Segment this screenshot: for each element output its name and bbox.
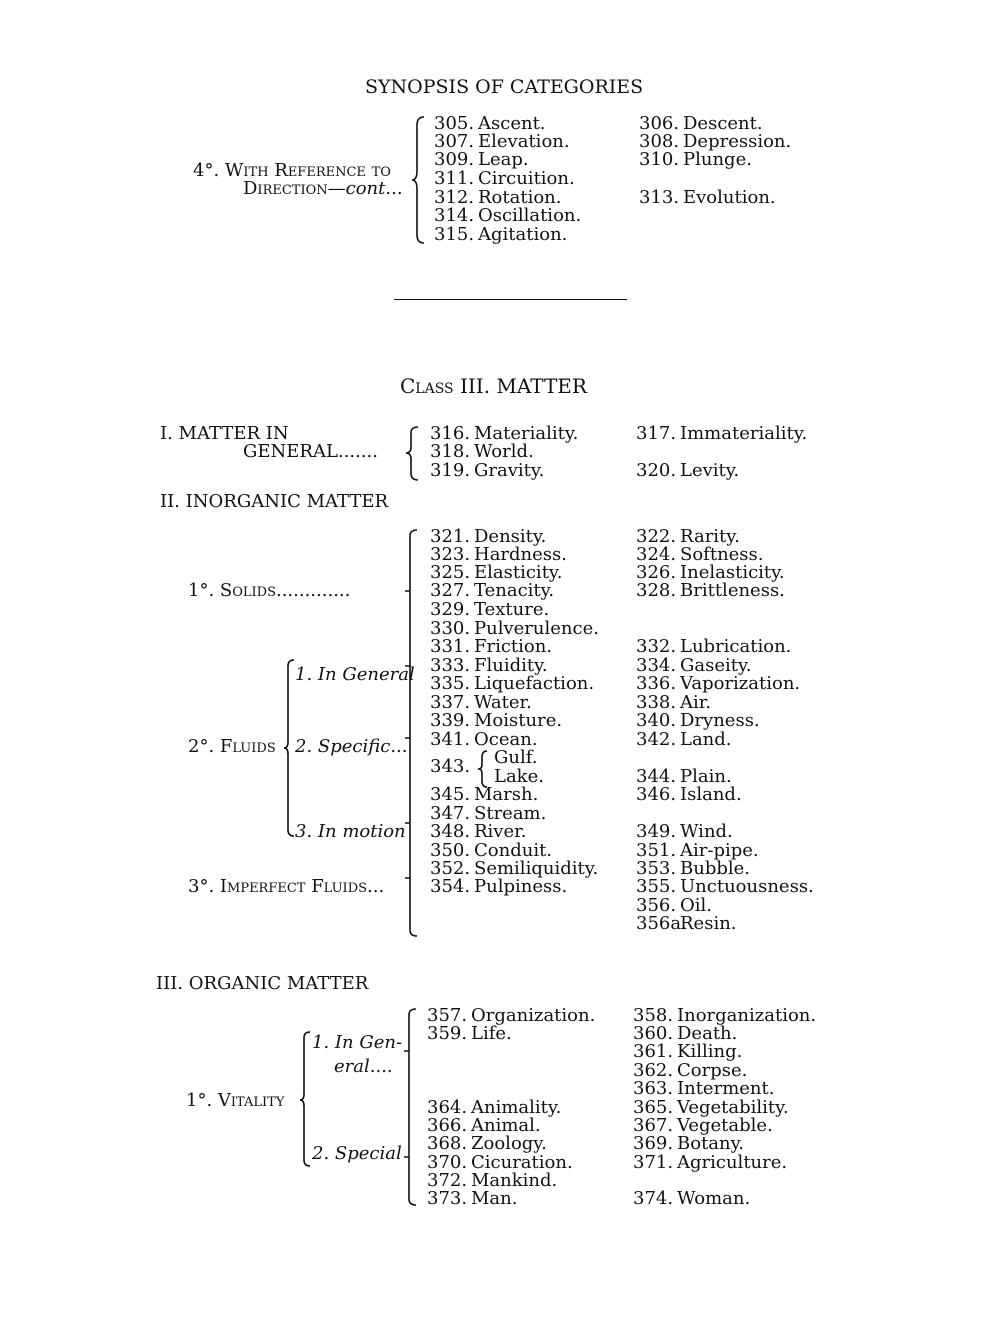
entry-308: 308. Depression.: [639, 131, 792, 152]
entry-321: 321. Density.: [430, 526, 547, 547]
class-title: Class III. MATTER: [400, 374, 587, 398]
vitality-brace: [300, 1030, 312, 1170]
entry-312: 312. Rotation.: [434, 187, 562, 208]
fluids-specific-label: 2. Specific...: [295, 736, 408, 757]
vitality-label: 1°. Vitality: [186, 1090, 285, 1111]
entry-311: 311. Circuition.: [434, 168, 575, 189]
entry-373: 373. Man.: [427, 1188, 518, 1209]
entry-316: 316. Materiality.: [430, 423, 579, 444]
imperfect-fluids-label: 3°. Imperfect Fluids...: [188, 876, 385, 897]
entry-353: 353. Bubble.: [636, 858, 750, 879]
entry-327: 327. Tenacity.: [430, 580, 555, 601]
entry-352: 352. Semiliquidity.: [430, 858, 599, 879]
vitality-general-line2: eral....: [334, 1056, 393, 1077]
entry-319: 319. Gravity.: [430, 460, 545, 481]
entry-317: 317. Immateriality.: [636, 423, 808, 444]
entry-341: 341. Ocean.: [430, 729, 538, 750]
entry-324: 324. Softness.: [636, 544, 764, 565]
entry-325: 325. Elasticity.: [430, 562, 563, 583]
entry-315: 315. Agitation.: [434, 224, 568, 245]
entry-347: 347. Stream.: [430, 803, 547, 824]
entry-323: 323. Hardness.: [430, 544, 567, 565]
entry-372: 372. Mankind.: [427, 1170, 558, 1191]
entry-346: 346. Island.: [636, 784, 742, 805]
direction-brace: [412, 115, 428, 245]
entry-334: 334. Gaseity.: [636, 655, 752, 676]
entry-310: 310. Plunge.: [639, 149, 752, 170]
entry-357: 357. Organization.: [427, 1005, 596, 1026]
entry-313: 313. Evolution.: [639, 187, 776, 208]
entry-369: 369. Botany.: [633, 1133, 745, 1154]
organic-main-brace: [404, 1007, 420, 1209]
entry-355: 355. Unctuousness.: [636, 876, 814, 897]
vitality-general-line1: 1. In Gen-: [312, 1032, 403, 1053]
fluids-label: 2°. Fluids: [188, 736, 276, 757]
entry-350: 350. Conduit.: [430, 840, 553, 861]
entry-359: 359. Life.: [427, 1023, 512, 1044]
fluids-motion-label: 3. In motion: [295, 821, 406, 842]
entry-362: 362. Corpse.: [633, 1060, 748, 1081]
entry-343: 343.: [430, 756, 471, 777]
entry-342: 342. Land.: [636, 729, 732, 750]
entry-329: 329. Texture.: [430, 599, 550, 620]
inorganic-heading: II. INORGANIC MATTER: [160, 491, 389, 512]
entry-361: 361. Killing.: [633, 1041, 743, 1062]
entry-364: 364. Animality.: [427, 1097, 562, 1118]
entry-314: 314. Oscillation.: [434, 205, 582, 226]
section-divider: [394, 299, 627, 300]
entry-338: 338. Air.: [636, 692, 712, 713]
entry-349: 349. Wind.: [636, 821, 733, 842]
entry-309: 309. Leap.: [434, 149, 529, 170]
fluids-general-label: 1. In General: [295, 664, 415, 685]
entry-336: 336. Vaporization.: [636, 673, 801, 694]
vitality-special-label: 2. Special: [312, 1143, 402, 1164]
entry-306: 306. Descent.: [639, 113, 763, 134]
entry-326: 326. Inelasticity.: [636, 562, 785, 583]
entry-318: 318. World.: [430, 441, 534, 462]
entry-343-lake: Lake.: [494, 766, 544, 787]
direction-label-cont: cont: [345, 178, 386, 199]
general-brace: [406, 425, 422, 483]
entry-331: 331. Friction.: [430, 636, 553, 657]
entry-339: 339. Moisture.: [430, 710, 563, 731]
entry-366: 366. Animal.: [427, 1115, 541, 1136]
entry-333: 333. Fluidity.: [430, 655, 548, 676]
entry-345: 345. Marsh.: [430, 784, 539, 805]
direction-label-line2: [243, 180, 403, 198]
entry-348: 348. River.: [430, 821, 527, 842]
entry-360: 360. Death.: [633, 1023, 738, 1044]
entry-363: 363. Interment.: [633, 1078, 775, 1099]
inorganic-main-brace: [405, 528, 421, 938]
entry-356: 356. Oil.: [636, 895, 712, 916]
entry-370: 370. Cicuration.: [427, 1152, 573, 1173]
entry-344: 344. Plain.: [636, 766, 732, 787]
entry-368: 368. Zoology.: [427, 1133, 547, 1154]
gulf-lake-brace: [477, 749, 489, 789]
direction-label-line1: 4°. With Reference to: [193, 160, 391, 181]
solids-label: 1°. Solids.............: [188, 580, 351, 601]
entry-343-gulf: Gulf.: [494, 747, 538, 768]
entry-367: 367. Vegetable.: [633, 1115, 773, 1136]
entry-354: 354. Pulpiness.: [430, 876, 568, 897]
organic-heading: III. ORGANIC MATTER: [156, 973, 369, 994]
entry-335: 335. Liquefaction.: [430, 673, 595, 694]
entry-374: 374. Woman.: [633, 1188, 751, 1209]
entry-305: 305. Ascent.: [434, 113, 546, 134]
entry-330: 330. Pulverulence.: [430, 618, 599, 639]
general-heading-line2: GENERAL.......: [243, 441, 378, 462]
entry-340: 340. Dryness.: [636, 710, 760, 731]
direction-label-main: Direction—: [243, 178, 346, 199]
entry-358: 358. Inorganization.: [633, 1005, 817, 1026]
entry-351: 351. Air-pipe.: [636, 840, 759, 861]
entry-371: 371. Agriculture.: [633, 1152, 788, 1173]
page-header: SYNOPSIS OF CATEGORIES: [365, 76, 644, 98]
entry-322: 322. Rarity.: [636, 526, 740, 547]
entry-337: 337. Water.: [430, 692, 532, 713]
entry-307: 307. Elevation.: [434, 131, 570, 152]
entry-356a: 356a.Resin.: [636, 913, 737, 934]
general-heading-line1: I. MATTER IN: [160, 423, 289, 444]
entry-332: 332. Lubrication.: [636, 636, 792, 657]
entry-328: 328. Brittleness.: [636, 580, 785, 601]
fluids-outer-brace: [284, 658, 296, 840]
entry-320: 320. Levity.: [636, 460, 740, 481]
entry-365: 365. Vegetability.: [633, 1097, 789, 1118]
direction-label-dots: ...: [385, 178, 403, 199]
